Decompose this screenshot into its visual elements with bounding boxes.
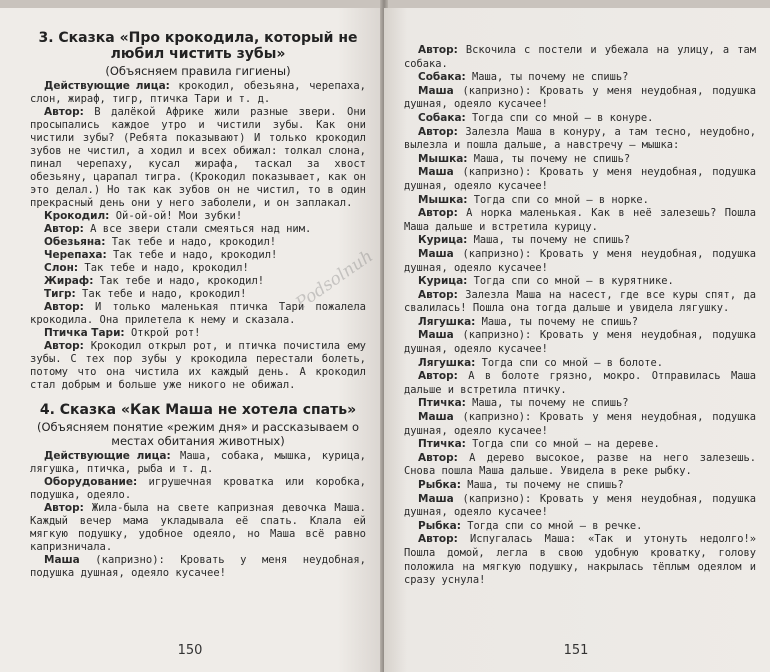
paragraph: [404, 438, 756, 452]
speaker-name: Мышка:: [418, 193, 468, 206]
paragraph: [404, 329, 756, 356]
paragraph-text: А в болоте грязно, мокро. Отправилась Маша дальше и встретила птичку.: [404, 370, 756, 396]
paragraph-text: (капризно): Кровать у меня неудобная, подушка душная, одеяло кусачее!: [404, 411, 756, 437]
speaker-name: Автор:: [418, 207, 458, 220]
speaker-name: Лягушка:: [418, 356, 476, 369]
paragraph: [30, 275, 366, 288]
paragraph: [404, 207, 756, 234]
speaker-name: Тигр:: [44, 288, 76, 300]
speaker-name: Автор:: [44, 223, 84, 235]
story-4-text: [30, 450, 366, 580]
paragraph: [30, 223, 366, 236]
paragraph: [30, 262, 366, 275]
speaker-name: Собака:: [418, 71, 466, 84]
paragraph-text: Маша, ты почему не спишь?: [467, 234, 631, 247]
paragraph: [404, 411, 756, 438]
paragraph-text: Так тебе и надо, крокодил!: [105, 236, 277, 248]
paragraph: [404, 248, 756, 275]
speaker-name: Птичка:: [418, 397, 466, 410]
page-number-left: 150: [177, 643, 203, 658]
paragraph-text: Испугалась Маша: «Так и утонуть недолго!» Пошла домой, легла в свою удобную кроватку, голову положила на мягкую подушку, накрылась тёплым одеялом и сразу уснула!: [404, 533, 756, 587]
right-page: [384, 8, 770, 672]
paragraph: [404, 370, 756, 397]
paragraph: [404, 479, 756, 493]
speaker-name: Лягушка:: [418, 315, 476, 328]
paragraph: [404, 493, 756, 520]
paragraph-text: А все звери стали смеяться над ним.: [83, 223, 312, 235]
paragraph-text: Тогда спи со мной — в болоте.: [475, 356, 664, 369]
paragraph-text: (капризно): Кровать у меня неудобная, подушка душная, одеяло кусачее!: [404, 84, 756, 111]
paragraph: [404, 357, 756, 371]
paragraph-text: Ой-ой-ой! Мои зубки!: [109, 210, 243, 222]
speaker-name: Птичка:: [418, 438, 466, 451]
story-3-text: [30, 80, 366, 392]
paragraph: [404, 126, 756, 153]
speaker-name: Маша: [418, 411, 454, 424]
paragraph: [30, 476, 366, 502]
paragraph-text: Жила-была на свете капризная девочка Маша. Каждый вечер мама укладывала её спать. Клала ей мягкую подушку, удобное одеяло, но Маша всё равно капризничала.: [30, 502, 366, 553]
speaker-name: Автор:: [418, 451, 458, 464]
story-4-heading: 4. Сказка «Как Маша не хотела спать»: [39, 402, 357, 418]
paragraph: [404, 316, 756, 330]
paragraph: [30, 450, 366, 476]
paragraph-text: В далёкой Африке жили разные звери. Они просыпались каждое утро и чистили зубы. Как они чистили зубы? (Ребята показывают) И только крокодил зубов не чистил, а ходил и всех обижал: толкал слона, пинал черепаху, кусал жирафа, таскал за хвост обезьяну, царапал тигра. (Крокодил показывает, как он это делал.) Но так как зубов он не чистил, то в один прекрасный день они у него заболели, и он заплакал.: [30, 106, 366, 209]
speaker-name: Маша: [418, 166, 454, 179]
speaker-name: Жираф:: [44, 275, 94, 287]
paragraph-text: Маша, собака, мышка, курица, лягушка, птичка, рыба и т. д.: [30, 450, 366, 475]
paragraph-text: А норка маленькая. Как в неё залезешь? Пошла Маша дальше и встретила курицу.: [404, 207, 756, 233]
speaker-name: Крокодил:: [44, 210, 110, 222]
speaker-name: Автор:: [418, 125, 458, 138]
paragraph-text: (капризно): Кровать у меня неудобная, подушка душная, одеяло кусачее!: [404, 492, 756, 519]
paragraph-text: И только маленькая птичка Тари пожалела крокодила. Она прилетела к нему и сказала.: [30, 301, 366, 326]
left-page: [0, 8, 384, 672]
paragraph: [30, 301, 366, 327]
paragraph: [404, 397, 756, 411]
paragraph-text: Так тебе и надо, крокодил!: [75, 288, 247, 300]
speaker-name: Автор:: [44, 502, 84, 514]
speaker-name: Обезьяна:: [44, 236, 106, 248]
speaker-name: Рыбка:: [418, 519, 461, 532]
paragraph: [30, 340, 366, 392]
paragraph-text: Маша, ты почему не спишь?: [465, 71, 629, 84]
paragraph: [30, 210, 366, 223]
speaker-name: Автор:: [418, 44, 458, 56]
paragraph: [30, 106, 366, 210]
paragraph-text: Тогда спи со мной — в норке.: [467, 193, 649, 206]
paragraph-text: Залезла Маша на насест, где все куры спят, да свалилась! Пошла она тогда дальше и увидела лягушку.: [404, 288, 756, 315]
speaker-name: Маша: [418, 329, 454, 342]
paragraph: [30, 288, 366, 301]
paragraph-text: (капризно): Кровать у меня неудобная, подушка душная, одеяло кусачее!: [404, 247, 756, 274]
paragraph: [30, 249, 366, 262]
speaker-name: Автор:: [418, 533, 458, 546]
speaker-name: Автор:: [44, 301, 84, 313]
speaker-name: Автор:: [44, 106, 84, 118]
speaker-name: Собака:: [418, 111, 466, 124]
speaker-name: Маша: [418, 84, 454, 97]
paragraph: [404, 452, 756, 479]
speaker-name: Оборудование:: [44, 476, 138, 488]
paragraph-text: Тогда спи со мной — на дереве.: [465, 438, 660, 451]
paragraph-text: Тогда спи со мной — в конуре.: [465, 111, 654, 124]
speaker-name: Автор:: [44, 340, 84, 352]
page-number-right: 151: [563, 643, 589, 658]
speaker-name: Птичка Тари:: [44, 327, 125, 339]
paragraph: [404, 289, 756, 316]
paragraph-text: (капризно): Кровать у меня неудобная, подушка душная, одеяло кусачее!: [30, 554, 366, 579]
paragraph-text: Маша, ты почему не спишь?: [465, 397, 629, 410]
watermark: Podsolnuh: [292, 246, 377, 314]
paragraph-text: Открой рот!: [124, 327, 201, 339]
paragraph-text: Маша, ты почему не спишь?: [475, 315, 639, 328]
paragraph-text: Так тебе и надо, крокодил!: [106, 249, 278, 261]
story-4-continued-text: [404, 44, 756, 588]
paragraph: [30, 502, 366, 554]
story-4-note: (Объясняем понятие «режим дня» и рассказываем о местах обитания животных): [37, 420, 359, 448]
paragraph: [404, 44, 756, 71]
paragraph: [404, 85, 756, 112]
paragraph-text: Так тебе и надо, крокодил!: [78, 262, 249, 274]
paragraph-text: игрушечная кроватка или коробка, подушка, одеяло.: [30, 476, 366, 501]
speaker-name: Слон:: [44, 262, 79, 274]
paragraph: [404, 533, 756, 587]
paragraph-text: Маша, ты почему не спишь?: [460, 479, 624, 491]
story-3-note: (Объясняем правила гигиены): [105, 64, 291, 78]
paragraph: [30, 236, 366, 249]
paragraph-text: Залезла Маша в конуру, а там тесно, неудобно, вылезла и пошла дальше, а навстречу — мышка:: [404, 125, 756, 152]
paragraph: [30, 327, 366, 340]
speaker-name: Действующие лица:: [44, 80, 170, 92]
speaker-name: Мышка:: [418, 152, 468, 165]
paragraph-text: Вскочила с постели и убежала на улицу, а там собака.: [404, 44, 756, 70]
story-3-heading: 3. Сказка «Про крокодила, который не любил чистить зубы»: [38, 30, 358, 62]
paragraph: [404, 166, 756, 193]
paragraph: [404, 153, 756, 167]
speaker-name: Черепаха:: [44, 249, 107, 261]
speaker-name: Курица:: [418, 275, 468, 288]
paragraph-text: (капризно): Кровать у меня неудобная, подушка душная, одеяло кусачее!: [404, 166, 756, 192]
speaker-name: Автор:: [418, 288, 458, 301]
paragraph: [404, 71, 756, 85]
paragraph-text: Маша, ты почему не спишь?: [467, 152, 631, 165]
paragraph: [30, 80, 366, 106]
speaker-name: Маша: [44, 554, 80, 566]
paragraph: [404, 194, 756, 208]
paragraph-text: (капризно): Кровать у меня неудобная, подушка душная, одеяло кусачее!: [404, 329, 756, 356]
paragraph: [404, 112, 756, 126]
paragraph-text: Тогда спи со мной — в речке.: [460, 519, 643, 532]
paragraph-text: Тогда спи со мной — в курятнике.: [467, 275, 674, 288]
speaker-name: Маша: [418, 247, 454, 260]
speaker-name: Рыбка:: [418, 479, 461, 491]
paragraph-text: Так тебе и надо, крокодил!: [93, 275, 265, 287]
speaker-name: Маша: [418, 492, 454, 505]
paragraph: [404, 234, 756, 248]
speaker-name: Автор:: [418, 370, 458, 383]
paragraph-text: А дерево высокое, разве на него залезешь. Снова пошла Маша дальше. Увидела в реке рыбку.: [404, 451, 756, 478]
speaker-name: Курица:: [418, 234, 468, 247]
speaker-name: Действующие лица:: [44, 450, 171, 462]
paragraph: [404, 275, 756, 289]
paragraph-text: Крокодил открыл рот, и птичка почистила ему зубы. С тех пор зубы у крокодила перестали болеть, потому что она чистила их каждый день. А крокодил стал добрым и больше уже никого не обижал.: [30, 340, 366, 391]
paragraph: [30, 554, 366, 580]
paragraph-text: крокодил, обезьяна, черепаха, слон, жираф, тигр, птичка Тари и т. д.: [30, 80, 366, 105]
paragraph: [404, 520, 756, 534]
